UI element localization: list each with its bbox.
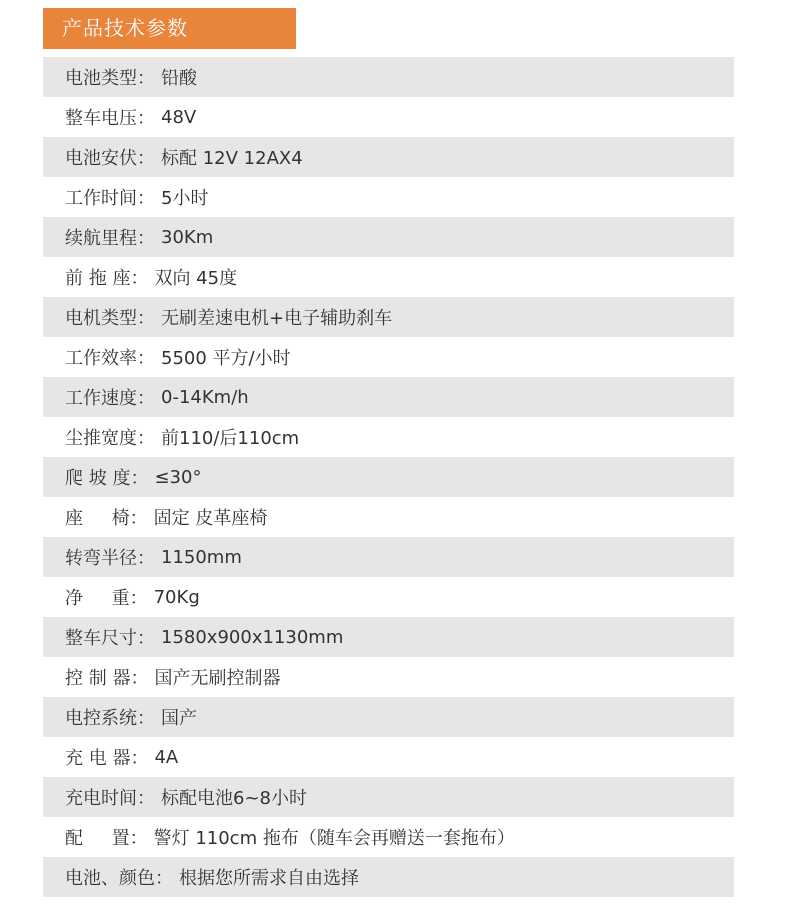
spec-value: 4A	[154, 746, 179, 768]
spec-value: 1150mm	[161, 546, 242, 568]
spec-row	[43, 617, 734, 657]
spec-value: 根据您所需求自由选择	[179, 868, 359, 889]
spec-label: 电机类型：	[65, 308, 155, 329]
spec-row	[43, 97, 734, 137]
spec-label: 座 椅：	[65, 508, 148, 529]
spec-value: 前110/后110cm	[161, 428, 300, 449]
spec-label: 充 电 器：	[65, 748, 149, 769]
spec-label: 前 拖 座：	[65, 268, 149, 289]
spec-row	[43, 577, 734, 617]
spec-label: 转弯半径：	[65, 548, 155, 569]
spec-value: 双向 45度	[154, 268, 238, 289]
spec-value: ≤30°	[154, 466, 202, 488]
spec-label: 工作时间：	[65, 188, 155, 209]
spec-row	[43, 177, 734, 217]
spec-value: 5小时	[161, 188, 209, 209]
spec-value: 30Km	[161, 226, 214, 248]
spec-label: 电控系统：	[65, 708, 155, 729]
spec-label: 爬 坡 度：	[65, 468, 149, 489]
spec-row	[43, 737, 734, 777]
spec-row	[43, 657, 734, 697]
spec-value: 无刷差速电机+电子辅助刹车	[161, 308, 393, 329]
spec-value: 0-14Km/h	[161, 386, 249, 408]
spec-value: 国产	[161, 708, 197, 729]
spec-label: 工作速度：	[65, 388, 155, 409]
spec-value: 70Kg	[153, 586, 200, 608]
spec-row	[43, 857, 734, 897]
spec-label: 控 制 器：	[65, 668, 149, 689]
spec-value: 5500 平方/小时	[161, 348, 291, 369]
spec-row	[43, 297, 734, 337]
spec-row	[43, 457, 734, 497]
spec-row	[43, 217, 734, 257]
spec-label: 工作效率：	[65, 348, 155, 369]
spec-label: 电池安伏：	[65, 148, 155, 169]
spec-row	[43, 537, 734, 577]
spec-value: 标配 12V 12AX4	[161, 148, 303, 169]
spec-value: 标配电池6~8小时	[161, 788, 307, 809]
spec-label: 净 重：	[65, 588, 148, 609]
spec-value: 48V	[161, 106, 197, 128]
spec-label: 续航里程：	[65, 228, 155, 249]
spec-label: 配 置：	[65, 828, 148, 849]
spec-row	[43, 777, 734, 817]
section-title: 产品技术参数	[43, 8, 296, 49]
spec-table	[43, 57, 734, 897]
spec-value: 警灯 110cm 拖布（随车会再赠送一套拖布）	[153, 828, 515, 849]
spec-label: 电池、颜色：	[65, 868, 173, 889]
spec-row	[43, 337, 734, 377]
spec-row	[43, 497, 734, 537]
spec-value: 国产无刷控制器	[154, 668, 281, 689]
spec-row	[43, 57, 734, 97]
spec-row	[43, 137, 734, 177]
spec-value: 1580x900x1130mm	[161, 626, 344, 648]
spec-label: 充电时间：	[65, 788, 155, 809]
spec-row	[43, 817, 734, 857]
spec-label: 电池类型：	[65, 68, 155, 89]
spec-label: 尘推宽度：	[65, 428, 155, 449]
spec-value: 铅酸	[161, 68, 197, 89]
spec-row	[43, 377, 734, 417]
spec-row	[43, 257, 734, 297]
spec-value: 固定 皮革座椅	[153, 508, 268, 529]
spec-row	[43, 697, 734, 737]
spec-label: 整车电压：	[65, 108, 155, 129]
spec-row	[43, 417, 734, 457]
spec-label: 整车尺寸：	[65, 628, 155, 649]
